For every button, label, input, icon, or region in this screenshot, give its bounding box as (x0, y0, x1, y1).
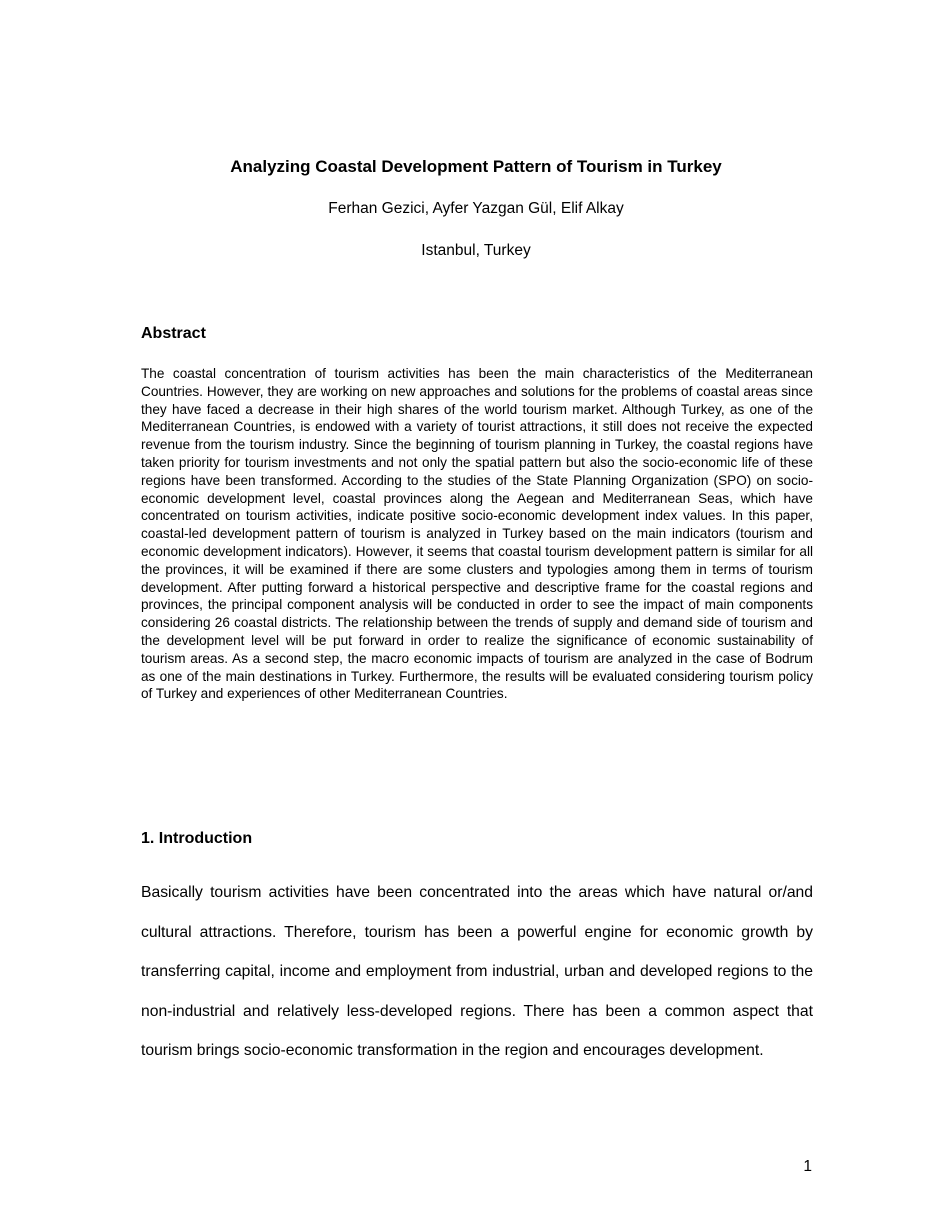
paper-title: Analyzing Coastal Development Pattern of Tourism in Turkey (230, 157, 722, 176)
abstract-heading: Abstract (141, 325, 206, 342)
paper-authors: Ferhan Gezici, Ayfer Yazgan Gül, Elif Alkay (328, 200, 624, 217)
paper-location: Istanbul, Turkey (421, 242, 531, 259)
abstract-body: The coastal concentration of tourism activities has been the main characteristics of the Mediterranean Countries. However, they are working on new approaches and solutions for the problems of coastal areas since they have faced a decrease in their high shares of the world tourism market. Although Turkey, as one of the Mediterranean Countries, is endowed with a variety of tourist attractions, it still does not receive the expected revenue from the tourism industry. Since the beginning of tourism planning in Turkey, the coastal regions have taken priority for tourism investments and not only the spatial pattern but also the socio-economic life of these regions have been transformed. According to the studies of the State Planning Organization (SPO) on socio-economic development level, coastal provinces along the Aegean and Mediterranean Seas, which have concentrated on tourism activities, indicate positive socio-economic development index values. In this paper, coastal-led development pattern of tourism is analyzed in Turkey based on the main indicators (tourism and economic development indicators). However, it seems that coastal tourism development pattern is similar for all the provinces, it will be examined if there are some clusters and typologies among them in terms of tourism development. After putting forward a historical perspective and descriptive frame for the coastal regions and provinces, the principal component analysis will be conducted in order to see the impact of main components considering 26 coastal districts. The relationship between the trends of supply and demand side of tourism and the development level will be put forward in order to realize the significance of economic sustainability of tourism areas. As a second step, the macro economic impacts of tourism are analyzed in the case of Bodrum as one of the main destinations in Turkey. Furthermore, the results will be evaluated considering tourism policy of Turkey and experiences of other Mediterranean Countries. (141, 366, 813, 702)
introduction-body: Basically tourism activities have been concentrated into the areas which have natural or/and cultural attractions. Therefore, tourism has been a powerful engine for economic growth by transferring capital, income and employment from industrial, urban and developed regions to the non-industrial and relatively less-developed regions. There has been a common aspect that tourism brings socio-economic transformation in the region and encourages development. (141, 884, 813, 1059)
introduction-heading: 1. Introduction (141, 830, 253, 847)
page-number: 1 (803, 1158, 812, 1175)
